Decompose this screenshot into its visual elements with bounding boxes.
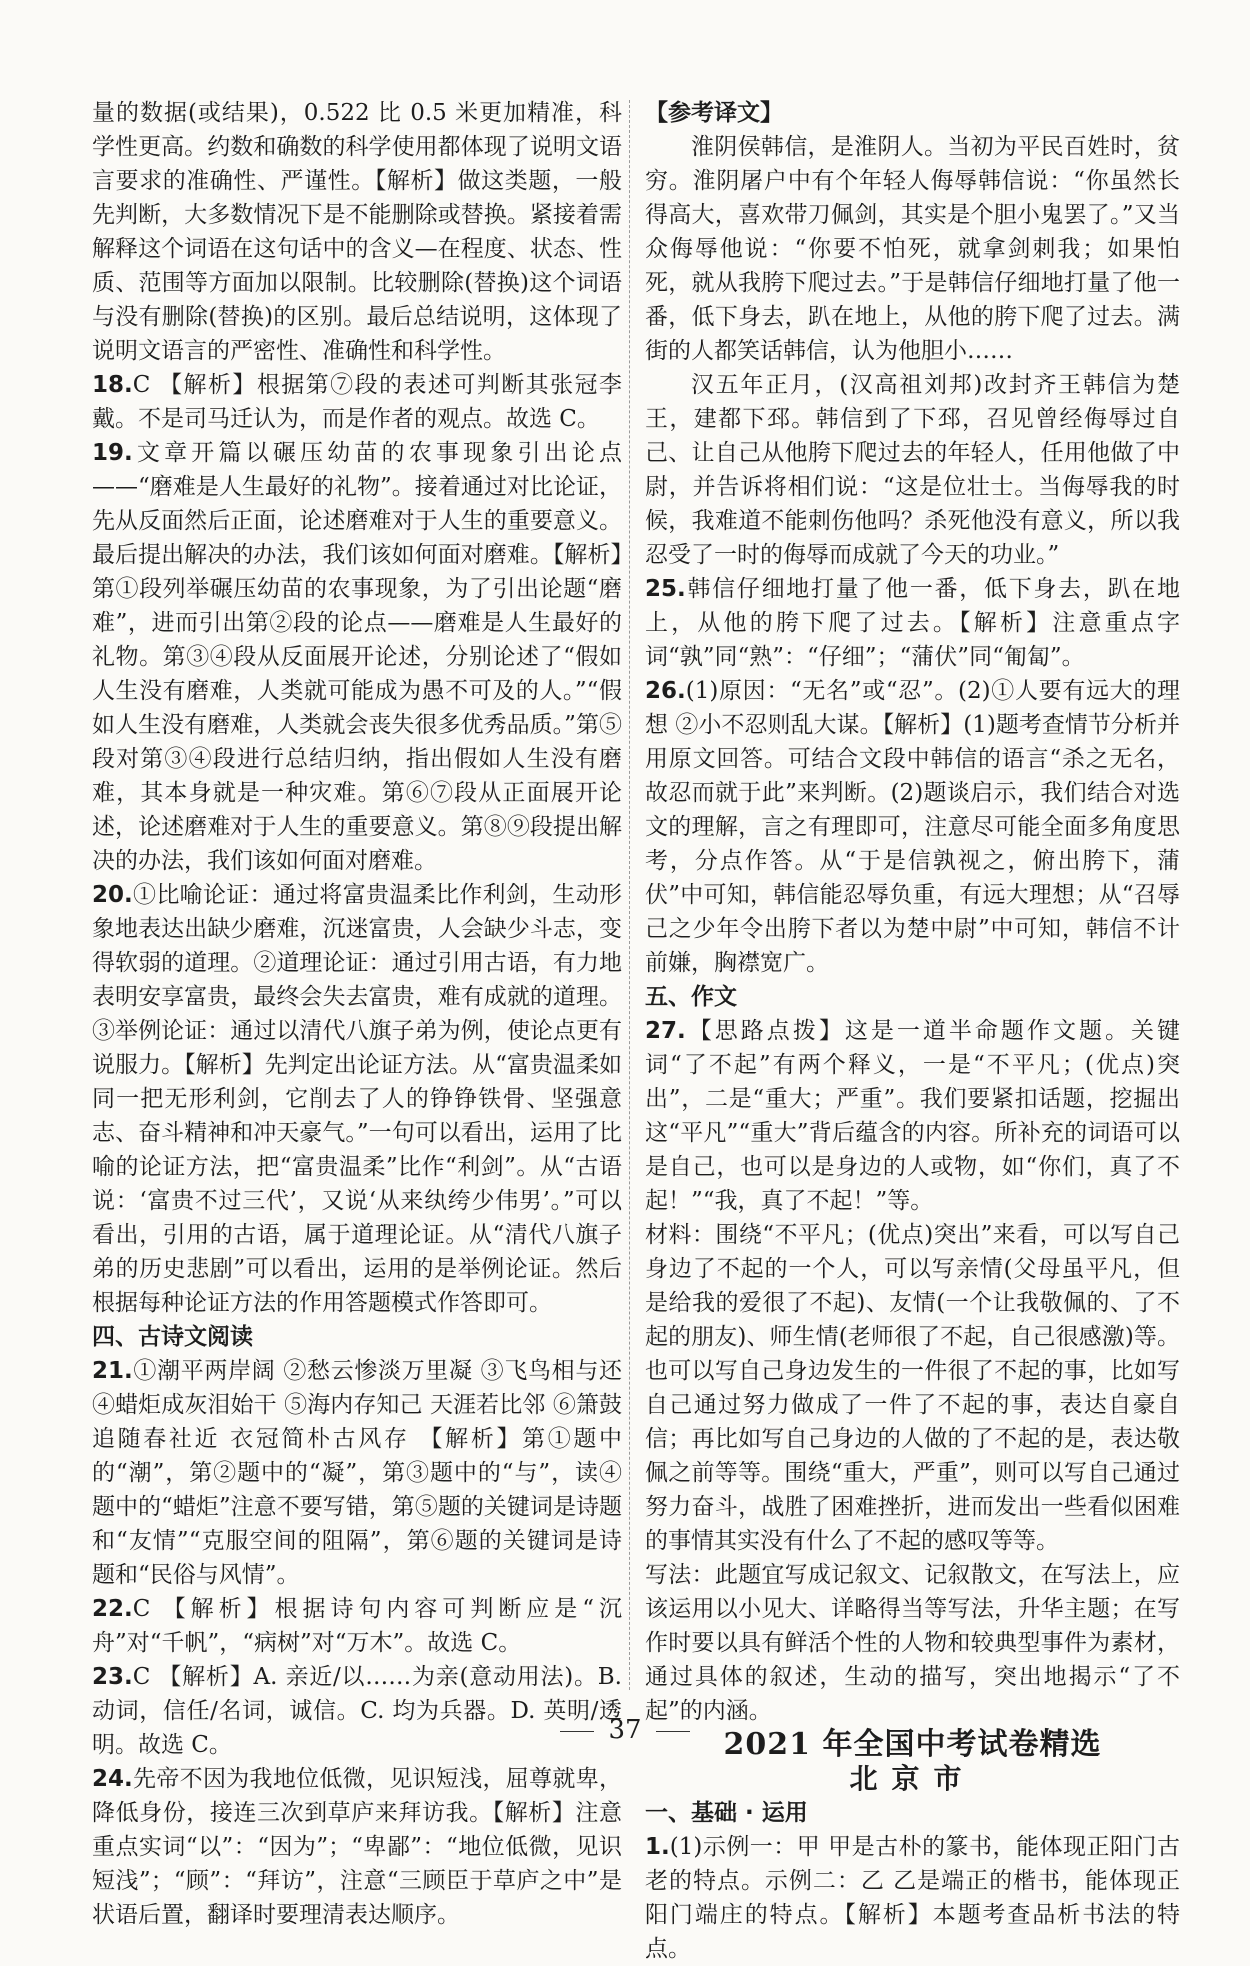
item-number: 26. (645, 678, 686, 704)
paragraph: 汉五年正月，(汉高祖刘邦)改封齐王韩信为楚王，建都下邳。韩信到了下邳，召见曾经侮辱过自己、让自己从他胯下爬过去的年轻人，任用他做了中尉，并告诉将相们说：“这是位壮士。当侮辱我的时候，我难道不能刺伤他吗？杀死他没有意义，所以我忍受了一时的侮辱而成就了今天的功业。” (645, 372, 1180, 568)
section-heading: 四、古诗文阅读 (92, 1324, 253, 1350)
item-number: 19. (92, 440, 133, 466)
item-number: 18. (92, 372, 133, 398)
answer-item (92, 1762, 622, 1932)
item-text: 先帝不因为我地位低微，见识短浅，屈尊就卑，降低身份，接连三次到草庐来拜访我。【解析】注意重点实词“以”：“因为”；“卑鄙”：“地位低微，见识短浅”；“顾”：“拜访”，注意“三顾臣于草庐之中”是状语后置，翻译时要理清表达顺序。 (92, 1766, 622, 1928)
answer-item (645, 572, 1180, 674)
item-number: 22. (92, 1596, 133, 1622)
footer-dash-left (560, 1731, 594, 1732)
item-number: 1. (645, 1834, 670, 1860)
item-number: 20. (92, 882, 133, 908)
paragraph: 量的数据(或结果)，0.522 比 0.5 米更加精准，科学性更高。约数和确数的科学使用都体现了说明文语言要求的准确性、严谨性。【解析】做这类题，一般先判断，大多数情况下是不能删除或替换。紧接着需解释这个词语在这句话中的含义—在程度、状态、性质、范围等方面加以限制。比较删除(替换)这个词语与没有删除(替换)的区别。最后总结说明，这体现了说明文语言的严密性、准确性和科学性。 (92, 100, 622, 364)
section-heading: 一、基础 · 运用 (645, 1800, 808, 1826)
item-text: 文章开篇以碾压幼苗的农事现象引出论点——“磨难是人生最好的礼物”。接着通过对比论证，先从反面然后正面，论述磨难对于人生的重要意义。最后提出解决的办法，我们该如何面对磨难。【解析】第①段列举碾压幼苗的农事现象，为了引出论题“磨难”，进而引出第②段的论点——磨难是人生最好的礼物。第③④段从反面展开论述，分别论述了“假如人生没有磨难，人类就可能成为愚不可及的人。”“假如人生没有磨难，人类就会丧失很多优秀品质。”第⑤段对第③④段进行总结归纳，指出假如人生没有磨难，其本身就是一种灾难。第⑥⑦段从正面展开论述，论述磨难对于人生的重要意义。第⑧⑨段提出解决的办法，我们该如何面对磨难。 (92, 440, 622, 874)
item-text: ①比喻论证：通过将富贵温柔比作利剑，生动形象地表达出缺少磨难，沉迷富贵，人会缺少斗志，变得软弱的道理。②道理论证：通过引用古语，有力地表明安享富贵，最终会失去富贵，难有成就的道理。③举例论证：通过以清代八旗子弟为例，使论点更有说服力。【解析】先判定出论证方法。从“富贵温柔如同一把无形利剑，它削去了人的铮铮铁骨、坚强意志、奋斗精神和冲天豪气。”一句可以看出，运用了比喻的论证方法，把“富贵温柔”比作“利剑”。从“古语说：‘富贵不过三代’，又说‘从来纨绔少伟男’。”可以看出，引用的古语，属于道理论证。从“清代八旗子弟的历史悲剧”可以看出，运用的是举例论证。然后根据每种论证方法的作用答题模式作答即可。 (92, 882, 622, 1316)
item-text: 【思路点拨】这是一道半命题作文题。关键词“了不起”有两个释义，一是“不平凡；(优点)突出”，二是“重大；严重”。我们要紧扣话题，挖掘出这“平凡”“重大”背后蕴含的内容。所补充的词语可以是自己，也可以是身边的人或物，如“你们，真了不起！”“我，真了不起！”等。 (645, 1018, 1180, 1214)
answer-item (92, 878, 622, 1320)
paragraph: 材料：围绕“不平凡；(优点)突出”来看，可以写自己身边了不起的一个人，可以写亲情(父母虽平凡，但是给我的爱很了不起)、友情(一个让我敬佩的、了不起的朋友)、师生情(老师很了不起，自己很感激)等。也可以写自己身边发生的一件很了不起的事，比如写自己通过努力做成了一件了不起的事，表达自豪自信；再比如写自己身边的人做的了不起的是，表达敬佩之前等等。围绕“重大，严重”，则可以写自己通过努力奋斗，战胜了困难挫折，进而发出一些看似困难的事情其实没有什么了不起的感叹等等。 (645, 1222, 1180, 1554)
answer-item (645, 674, 1180, 980)
item-text: C 【解析】根据诗句内容可判断应是“沉舟”对“千帆”，“病树”对“万木”。故选 C。 (92, 1596, 622, 1656)
item-text: (1)原因：“无名”或“忍”。(2)①人要有远大的理想 ②小不忍则乱大谋。【解析】(1)题考查情节分析并用原文回答。可结合文段中韩信的语言“杀之无名，故忍而就于此”来判断。(2)题谈启示，我们结合对选文的理解，言之有理即可，注意尽可能全面多角度思考，分点作答。从“于是信孰视之，俯出胯下，蒲伏”中可知，韩信能忍辱负重，有远大理想；从“召辱己之少年令出胯下者以为楚中尉”中可知，韩信不计前嫌，胸襟宽广。 (645, 678, 1180, 976)
answer-item (92, 1592, 622, 1660)
answer-item (645, 1830, 1180, 1966)
item-number: 24. (92, 1766, 133, 1792)
city-heading: 北京市 (849, 1762, 976, 1795)
item-number: 27. (645, 1018, 686, 1044)
answer-item (92, 1660, 622, 1762)
page-number: 37 (608, 1715, 642, 1745)
item-number: 23. (92, 1664, 133, 1690)
item-text: C 【解析】根据第⑦段的表述可判断其张冠李戴。不是司马迁认为，而是作者的观点。故选 C。 (92, 372, 622, 432)
answer-item (645, 1014, 1180, 1218)
footer-dash-right (656, 1731, 690, 1732)
right-column (645, 96, 1180, 1966)
page-footer (0, 1715, 1250, 1745)
item-text: 韩信仔细地打量了他一番，低下身去，趴在地上，从他的胯下爬了过去。【解析】注意重点字词“孰”同“熟”：“仔细”；“蒲伏”同“匍匐”。 (645, 576, 1180, 670)
column-divider (629, 100, 630, 1690)
answer-item (92, 368, 622, 436)
paragraph: 写法：此题宜写成记叙文、记叙散文，在写法上，应该运用以小见大、详略得当等写法，升华主题；在写作时要以具有鲜活个性的人物和较典型事件为素材，通过具体的叙述，生动的描写，突出地揭示“了不起”的内涵。 (645, 1562, 1180, 1724)
exam-title: 2021 年全国中考试卷精选 (723, 1727, 1102, 1762)
item-number: 21. (92, 1358, 133, 1384)
left-column (92, 96, 622, 1932)
paragraph: 淮阴侯韩信，是淮阴人。当初为平民百姓时，贫穷。淮阴屠户中有个年轻人侮辱韩信说：“你虽然长得高大，喜欢带刀佩剑，其实是个胆小鬼罢了。”又当众侮辱他说：“你要不怕死，就拿剑刺我；如果怕死，就从我胯下爬过去。”于是韩信仔细地打量了他一番，低下身去，趴在地上，从他的胯下爬了过去。满街的人都笑话韩信，认为他胆小…… (645, 134, 1180, 364)
answer-item (92, 1354, 622, 1592)
section-heading: 五、作文 (645, 984, 737, 1010)
item-text: ①潮平两岸阔 ②愁云惨淡万里凝 ③飞鸟相与还 ④蜡炬成灰泪始干 ⑤海内存知己 天涯若比邻 ⑥箫鼓追随春社近 衣冠简朴古风存 【解析】第①题中的“潮”，第②题中的“凝”，第③题中的“与”，读④题中的“蜡炬”注意不要写错，第⑤题的关键词是诗题和“友情”“克服空间的阻隔”，第⑥题的关键词是诗题和“民俗与风情”。 (92, 1358, 622, 1588)
answer-item (92, 436, 622, 878)
section-heading: 【参考译文】 (645, 100, 783, 126)
item-number: 25. (645, 576, 686, 602)
item-text: (1)示例一：甲 甲是古朴的篆书，能体现正阳门古老的特点。示例二：乙 乙是端正的楷书，能体现正阳门端庄的特点。【解析】本题考查品析书法的特点。 (645, 1834, 1180, 1962)
item-text: C 【解析】A. 亲近/以……为亲(意动用法)。B. 动词，信任/名词，诚信。C. 均为兵器。D. 英明/透明。故选 C。 (92, 1664, 622, 1758)
